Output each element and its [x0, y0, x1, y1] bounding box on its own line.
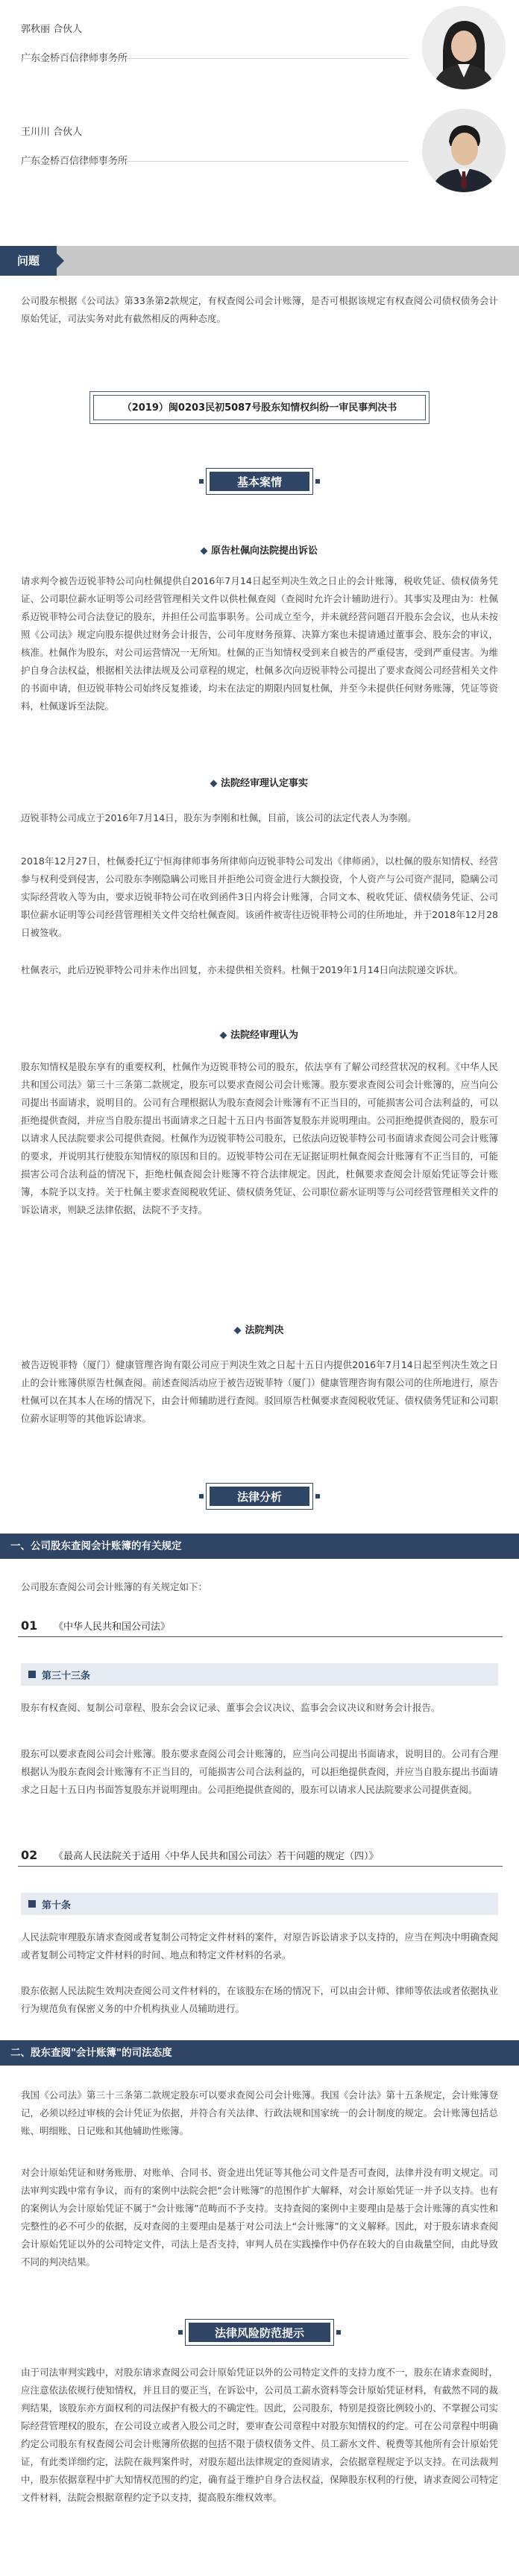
- law-heading: [0, 1845, 519, 1867]
- author-firm: 广东金桥百信律师事务所: [21, 53, 128, 64]
- author-card: [21, 6, 506, 94]
- law-title: 《中华人民共和国公司法》: [54, 1621, 171, 1633]
- article-bar: 第十条: [21, 1893, 498, 1915]
- diamond-icon: [201, 548, 208, 555]
- claim-text: 请求判令被告迈锐菲特公司向杜佩提供自2016年7月14日起至判决生效之日止的会计账簿，税收凭证、债权债务凭证、公司职位薪水证明等公司经营管理相关文件以供杜佩查阅（查阅时允许会计辅助进行）。其事实及理由为：杜佩系迈锐菲特公司合法登记的股东，并担任公司监事职务。公司成立至今，并未就经营问题召开股东会会议，也从未按照《公司法》规定向股东提供过财务会计报告，公司年度财务预算、决算方案也未提请通过董事会、股东会的审议，核准。杜佩作为股东，对公司运营情况一无所知。杜佩的正当知情权受到来自被告的严重侵害，受到严重侵害。为维护自身合法权益，根据相关法律法规及公司章程的规定，杜佩多次向迈锐菲特公司提出了要求查阅公司经营相关文件的书面申请，但迈锐菲特公司始终反复推诿，均未在法定的期限内回复杜佩，并至今未提供任何财务账簿，凭证等资料，杜佩遂诉至法院。: [21, 575, 498, 712]
- found-text-3: 杜佩表示，此后迈锐菲特公司并未作出回复，亦未提供相关资料。杜佩于2019年1月14日向法院递交诉状。: [21, 964, 464, 975]
- law-title: 《最高人民法院关于适用〈中华人民共和国公司法〉若干问题的规定（四）》: [54, 1851, 379, 1862]
- author-name: 郭秋丽 合伙人: [21, 24, 83, 35]
- risk-text: 由于司法审判实践中，对股东请求查阅公司会计原始凭证以外的公司特定文件的支持力度不一，股东在请求查阅时，应注意依法依规行使知情权，并且目的要正当，在诉讼中，公司员工薪水资料等会计原始凭证材料，有截然不同的裁判结果，该股东亦方面权利的司法保护有极大的不确定性。因此，公司股东，特别是投资比例较小的、不掌握公司实际经营管理权的股东，在公司设立或者入股公司之时，要审查公司章程中对股东知情权的约定。可在公司章程中明确约定公司股东有权查阅公司会计账簿所依据的包括不限于债权债务文件、员工薪水文件、税费等其他所有会计原始凭证，有此类详细约定，法院在裁判案件时，对股东超出法律规定的查阅请求，会依据章程规定予以支持。在司法裁判中，股东依据章程中扩大知情权范围的约定，确有益于维护自身合法权益，保障股东权利的行使，请求查阅公司特定文件材料，法院会根据章程约定予以支持，提高股东维权效率。: [21, 2367, 498, 2503]
- found-text-2: 2018年12月27日，杜佩委托辽宁恒海律师事务所律师向迈锐菲特公司发出《律师函》，以杜佩的股东知情权、经营参与权利受到侵害，公司股东李刚隐瞒公司账目并拒绝公司资金进行大额投资，个人资产与公司资产混同，隐瞒公司实际经营收入等为由，要求迈锐菲特公司在收到函件3日内将会计账簿，合同文本、税收凭证、债权债务凭证、公司职位薪水证明等公司经营管理相关文件交给杜佩查阅。该函件被寄往迈锐菲特公司的住所地址，并于2018年12月28日被签收。: [21, 855, 498, 938]
- badge-label: 基本案情: [210, 472, 309, 491]
- square-icon: [28, 1671, 36, 1678]
- question-text: 公司股东根据《公司法》第33条第2款规定，有权查阅公司会计账簿，是否可根据该规定有权查阅公司债权债务会计原始凭证，司法实务对此有截然相反的两种态度。: [21, 295, 498, 324]
- subhead: 法院判决: [0, 1322, 519, 1336]
- art10-p1: 人民法院审理股东请求查阅或者复制公司特定文件材料的案件，对原告诉讼请求予以支持的，应当在判决中明确查阅或者复制公司特定文件材料的时间、地点和特定文件材料的名录。: [21, 1931, 498, 1961]
- author-card: [21, 109, 506, 197]
- part2-p2: 对会计原始凭证和财务账册、对账单、合同书、资金进出凭证等其他公司文件是否可查阅，法律并没有明文规定。司法审判实践中常有争议，而有的案例中法院会把“会计账簿”的范围作扩大解释，对会计原始凭证一并予以支持。也有的案例认为会计原始凭证不属于“会计账簿”范畴而不予支持。支持查阅的案例中主要理由是基于会计账簿的真实性和完整性的必不可少的依据，反对查阅的主要理由是基于对公司法上“会计账簿”的文义解释。因此，对于股东请求查阅会计原始凭证以外的公司特定文件，司法上是否支持，审判人员在实践操作中仍存在较大的自由裁量空间，由此导致不同的判决结果。: [21, 2167, 498, 2268]
- section-badge: [206, 1483, 313, 1510]
- divider: [21, 58, 409, 59]
- diamond-icon: [210, 780, 218, 788]
- found-text-1: 迈锐菲特公司成立于2016年7月14日，股东为李刚和杜佩，目前，该公司的法定代表人为李刚。: [21, 812, 417, 823]
- question-bar: [0, 246, 519, 276]
- section-bar: 一、公司股东查阅会计账簿的有关规定: [0, 1534, 519, 1559]
- author-name: 王川川 合伙人: [21, 127, 83, 138]
- square-icon: [28, 1900, 36, 1908]
- art33-p1: 股东有权查阅、复制公司章程、股东会会议记录、董事会会议决议、监事会会议决议和财务会计报告。: [21, 1702, 441, 1713]
- part2-p1: 我国《公司法》第三十三条第二款规定股东可以要求查阅公司会计账簿。我国《会计法》第十五条规定，会计账簿登记，必须以经过审核的会计凭证为依据，并符合有关法律、行政法规和国家统一的会计制度的规定。会计账簿包括总账、明细账、日记账和其他辅助性账簿。: [21, 2089, 498, 2136]
- subhead: 法院经审理认为: [0, 1027, 519, 1041]
- subhead: 法院经审理认定事实: [0, 775, 519, 789]
- art10-p2: 股东依据人民法院生效判决查阅公司文件材料的，在该股东在场的情况下，可以由会计师、律师等依法或者依据执业行为规范负有保密义务的中介机构执业人员辅助进行。: [21, 1985, 498, 2014]
- case-title: （2019）闽0203民初5087号股东知情权纠纷一审民事判决书: [93, 395, 426, 420]
- section-badge: [185, 2319, 334, 2346]
- section-bar: 二、股东查阅"会计账簿"的司法态度: [0, 2040, 519, 2066]
- law-number: 02: [21, 1848, 38, 1862]
- law-heading: [0, 1615, 519, 1638]
- judgment-text: 被告迈锐菲特（厦门）健康管理咨询有限公司应于判决生效之日起十五日内提供2016年7月14日起至判决生效之日止的会计账簿供原告杜佩查阅。前述查阅活动应于被告迈锐菲特（厦门）健康管理咨询有限公司的住所地进行，原告杜佩可以在其本人在场的情况下，由会计师辅助进行查阅。驳回原告杜佩要求查阅税收凭证、债权债务凭证和公司职位薪水证明等的其他诉讼请求。: [21, 1359, 498, 1424]
- case-title-box: [89, 391, 430, 424]
- badge-label: 法律分析: [210, 1487, 309, 1506]
- section-badge: [206, 468, 313, 495]
- author-photo: [422, 109, 506, 192]
- diamond-icon: [234, 1327, 242, 1335]
- question-tag: 问题: [0, 246, 57, 276]
- author-photo: [422, 6, 506, 89]
- diamond-icon: [220, 1032, 227, 1039]
- art33-p2: 股东可以要求查阅公司会计账簿。股东要求查阅公司会计账簿的，应当向公司提出书面请求，说明目的。公司有合理根据认为股东查阅会计账簿有不正当目的，可能损害公司合法利益的，可以拒绝提供查阅，并应当自股东提出书面请求之日起十五日内书面答复股东并说明理由。公司拒绝提供查阅的，股东可以请求人民法院要求公司提供查阅。: [21, 1748, 498, 1795]
- law-number: 01: [21, 1618, 38, 1633]
- subhead: 原告杜佩向法院提出诉讼: [0, 542, 519, 557]
- opinion-text: 股东知情权是股东享有的重要权利，杜佩作为迈锐菲特公司的股东，依法享有了解公司经营状况的权利。《中华人民共和国公司法》第三十三条第二款规定，股东可以要求查阅公司会计账簿。股东要求查阅公司会计账簿的，应当向公司提出书面请求，说明目的。公司有合理根据认为股东查阅会计账簿有不正当目的，可能损害公司合法利益的，可以拒绝提供查阅，并应当自股东提出书面请求之日起十五日内书面答复股东并说明理由。公司拒绝提供查阅的，股东可以请求人民法院要求公司提供查阅。杜佩作为迈锐菲特公司股东，已依法向迈锐菲特公司书面请求查阅公司会计账簿的要求，并说明其行使股东知情权的原因和目的。迈锐菲特公司在无证据证明杜佩查阅会计账簿有不正当目的，可能损害公司合法利益的情况下，拒绝杜佩查阅会计账簿不符合法律规定。因此，杜佩要求查阅会计原始凭证等会计账簿，本院予以支持。关于杜佩主要求查阅税收凭证、债权债务凭证、公司职位薪水证明等与公司经营管理相关文件的诉讼请求，则缺乏法律依据，法院不予支持。: [21, 1061, 498, 1215]
- divider: [21, 161, 409, 162]
- author-firm: 广东金桥百信律师事务所: [21, 156, 128, 167]
- article-bar: 第三十三条: [21, 1663, 498, 1686]
- part1-intro: 公司股东查阅公司会计账簿的有关规定如下：: [21, 1581, 208, 1592]
- badge-label: 法律风险防范提示: [189, 2323, 330, 2342]
